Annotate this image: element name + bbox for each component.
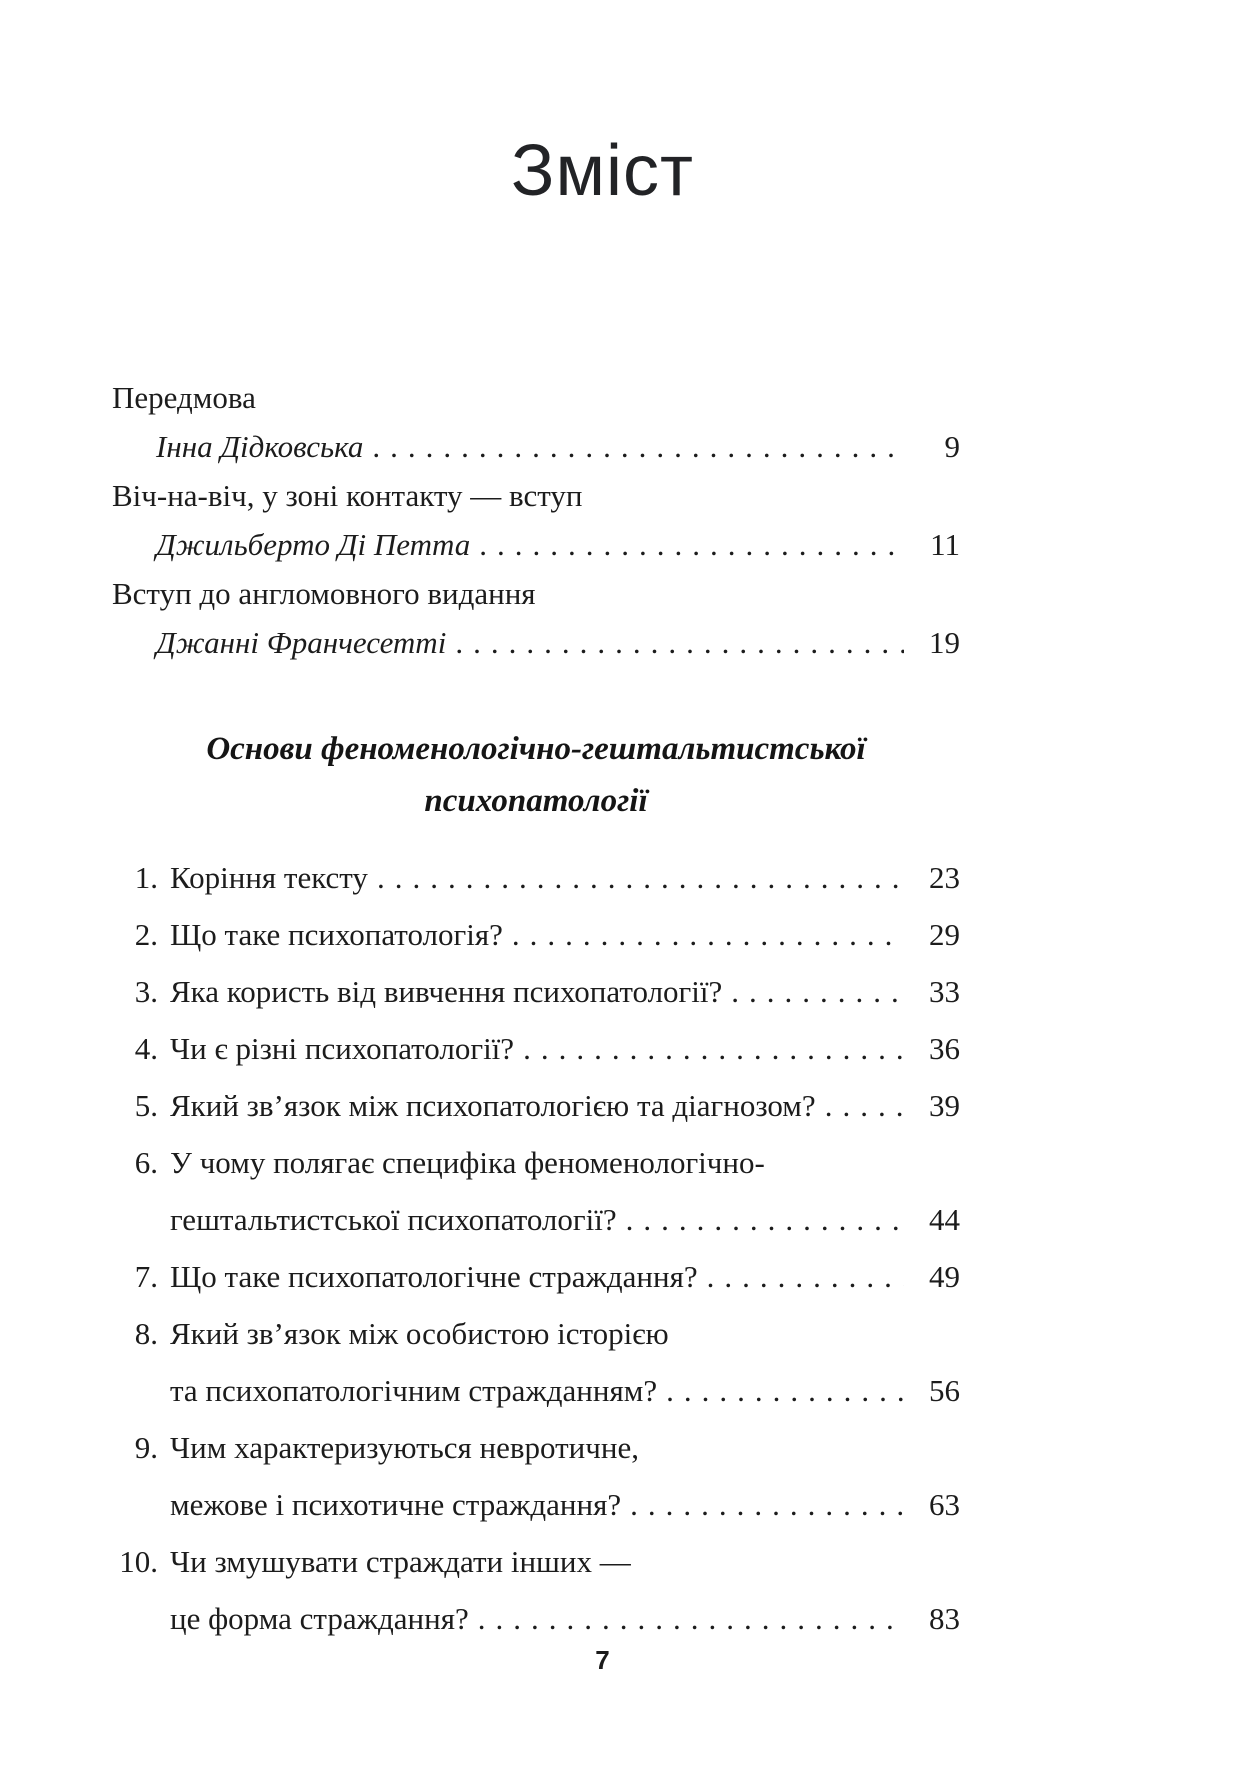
chapter-line-text: У чому полягає специфіка феноменологічно-	[170, 1145, 765, 1181]
chapter-text	[170, 1419, 960, 1533]
chapter-line-text: Що таке психопатологічне страждання?	[170, 1259, 698, 1295]
chapter-line	[170, 906, 960, 963]
entry-title: Віч-на-віч, у зоні контакту — вступ	[112, 478, 583, 514]
folio-page-number: 7	[595, 1645, 610, 1675]
chapter-line-text: Який зв’язок між психопатологією та діагнозом?	[170, 1088, 816, 1124]
chapter-page-number: 56	[929, 1373, 960, 1409]
dot-leader	[478, 1590, 904, 1647]
entry-title: Передмова	[112, 380, 256, 416]
chapter-line-text: Який зв’язок між особистою історією	[170, 1316, 669, 1352]
chapter-line	[170, 849, 960, 906]
section-heading-line: Основи феноменологічно-гештальтистської	[206, 731, 866, 768]
toc-list	[112, 373, 960, 1647]
chapter-line	[170, 1362, 960, 1419]
toc-chapter	[112, 1077, 960, 1134]
dot-leader	[523, 1020, 904, 1077]
dot-leader	[626, 1191, 904, 1248]
chapter-number: 10.	[119, 1544, 158, 1580]
entry-author-row	[156, 422, 960, 471]
chapter-number: 7.	[134, 1259, 158, 1295]
entry-author: Інна Дідковська	[156, 429, 364, 465]
chapter-page-number: 44	[929, 1202, 960, 1238]
title-block	[0, 0, 1249, 211]
toc-chapter	[112, 1305, 960, 1419]
entry-author-row	[156, 520, 960, 569]
chapter-text	[170, 1020, 960, 1077]
chapter-number: 6.	[134, 1145, 158, 1181]
chapter-line	[170, 1020, 960, 1077]
entry-page-number: 19	[929, 625, 960, 661]
toc-chapter	[112, 1248, 960, 1305]
chapter-page-number: 23	[929, 860, 960, 896]
chapter-page-number: 29	[929, 917, 960, 953]
chapter-number: 8.	[134, 1316, 158, 1352]
chapter-text	[170, 1077, 960, 1134]
toc-chapter	[112, 1134, 960, 1248]
chapter-number: 9.	[134, 1430, 158, 1466]
toc-chapter	[112, 1419, 960, 1533]
chapter-line-text: та психопатологічним стражданням?	[170, 1373, 658, 1409]
dot-leader	[825, 1077, 904, 1134]
chapter-text	[170, 1305, 960, 1419]
toc-chapter	[112, 1020, 960, 1077]
toc-chapter	[112, 1533, 960, 1647]
chapter-line-text: Що таке психопатологія?	[170, 917, 503, 953]
chapter-line-text: Чи є різні психопатології?	[170, 1031, 515, 1067]
page-title: Зміст	[511, 131, 694, 211]
chapter-text	[170, 849, 960, 906]
chapter-text	[170, 963, 960, 1020]
chapter-line	[170, 1248, 960, 1305]
section-heading-line: психопатології	[424, 783, 648, 820]
entry-page-number: 9	[944, 429, 960, 465]
chapter-line-text: це форма страждання?	[170, 1601, 469, 1637]
dot-leader	[630, 1476, 904, 1533]
chapter-line	[170, 1533, 960, 1590]
chapter-number: 1.	[134, 860, 158, 896]
toc-entry	[112, 373, 960, 471]
chapter-text	[170, 1533, 960, 1647]
dot-leader	[377, 849, 904, 906]
chapter-text	[170, 1248, 960, 1305]
toc-chapter	[112, 849, 960, 906]
chapter-line-text: Чи змушувати страждати інших —	[170, 1544, 631, 1580]
dot-leader	[479, 520, 904, 569]
toc-chapter	[112, 906, 960, 963]
dot-leader	[731, 963, 904, 1020]
chapter-line-text: межове і психотичне страждання?	[170, 1487, 622, 1523]
chapter-number: 5.	[134, 1088, 158, 1124]
toc-entry	[112, 569, 960, 667]
entry-author: Джильберто Ді Петта	[156, 527, 471, 563]
chapter-page-number: 83	[929, 1601, 960, 1637]
chapter-line	[170, 1590, 960, 1647]
chapter-line	[170, 1077, 960, 1134]
chapter-line	[170, 1476, 960, 1533]
chapter-line-text: Чим характеризуються невротичне,	[170, 1430, 639, 1466]
dot-leader	[666, 1362, 904, 1419]
dot-leader	[512, 906, 904, 963]
chapter-list	[112, 849, 960, 1647]
chapter-line	[170, 1191, 960, 1248]
dot-leader	[455, 618, 904, 667]
chapter-text	[170, 906, 960, 963]
chapter-page-number: 39	[929, 1088, 960, 1124]
entry-title: Вступ до англомовного видання	[112, 576, 536, 612]
entry-page-number: 11	[930, 527, 960, 563]
dot-leader	[707, 1248, 904, 1305]
toc-entry	[112, 471, 960, 569]
chapter-number: 3.	[134, 974, 158, 1010]
chapter-line	[170, 1134, 960, 1191]
chapter-number: 4.	[134, 1031, 158, 1067]
entry-author: Джанні Франчесетті	[156, 625, 447, 661]
chapter-page-number: 36	[929, 1031, 960, 1067]
chapter-line-text: гештальтистської психопатології?	[170, 1202, 617, 1238]
chapter-line	[170, 1419, 960, 1476]
section-heading	[112, 723, 960, 827]
dot-leader	[372, 422, 904, 471]
chapter-page-number: 49	[929, 1259, 960, 1295]
chapter-page-number: 33	[929, 974, 960, 1010]
front-matter-list	[112, 373, 960, 667]
toc-chapter	[112, 963, 960, 1020]
chapter-line-text: Коріння тексту	[170, 860, 368, 896]
entry-author-row	[156, 618, 960, 667]
chapter-line	[170, 1305, 960, 1362]
chapter-page-number: 63	[929, 1487, 960, 1523]
chapter-line	[170, 963, 960, 1020]
chapter-number: 2.	[134, 917, 158, 953]
chapter-text	[170, 1134, 960, 1248]
chapter-line-text: Яка користь від вивчення психопатології?	[170, 974, 723, 1010]
